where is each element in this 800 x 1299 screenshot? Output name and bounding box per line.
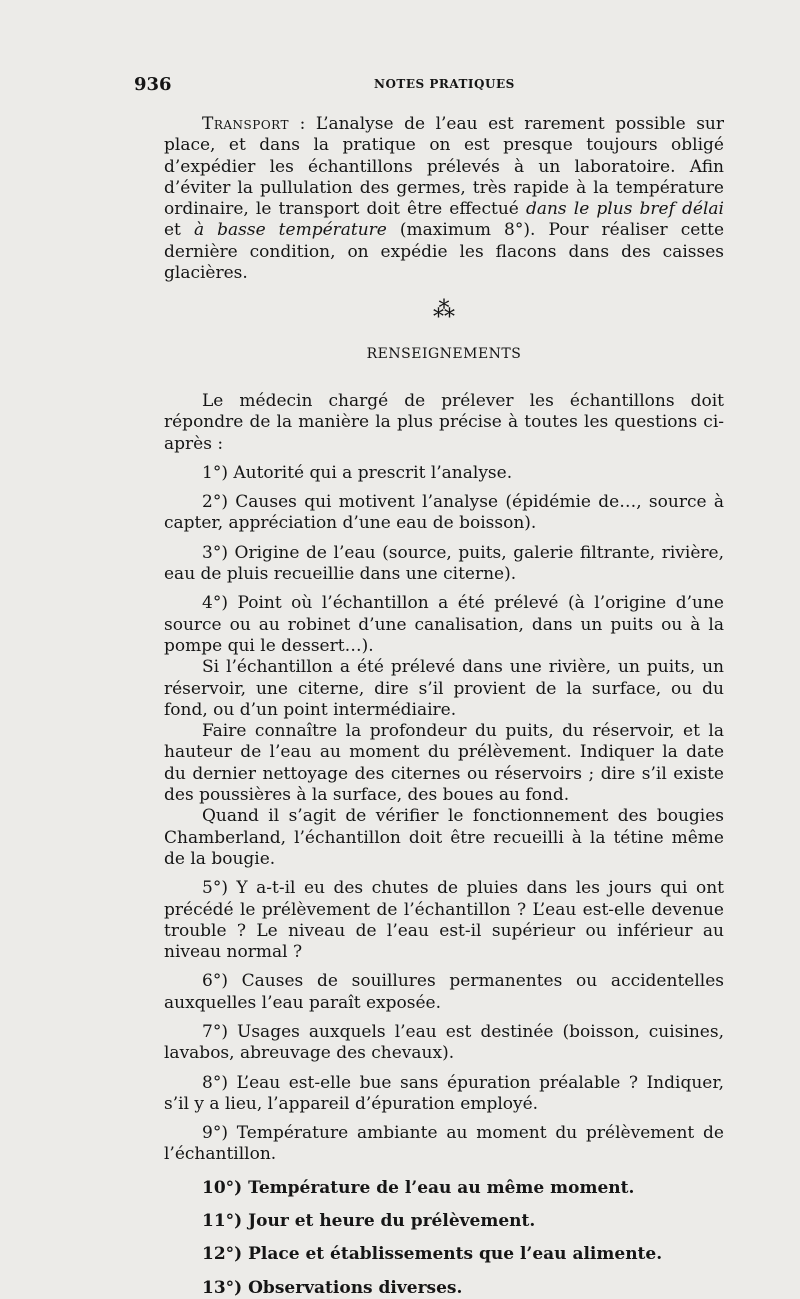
list-item: 3°) Origine de l’eau (source, puits, galerie filtrante, rivière, eau de pluis recueillie dans une citerne). xyxy=(164,542,724,585)
transport-text-b: et xyxy=(164,220,194,241)
list-item: 2°) Causes qui motivent l’analyse (épidémie de…, source à capter, appréciation d’une eau de boisson). xyxy=(164,492,724,534)
page-body xyxy=(164,114,724,1299)
list-item: 11°) Jour et heure du prélèvement. xyxy=(202,1211,536,1232)
transport-italic-2: à basse température xyxy=(193,220,387,241)
page-header xyxy=(134,74,734,98)
list-item: 8°) L’eau est-elle bue sans épuration préalable ? Indiquer, s’il y a lieu, l’appareil d’épuration employé. xyxy=(164,1072,724,1114)
list-item: 6°) Causes de souillures permanentes ou accidentelles auxquelles l’eau paraît exposée. xyxy=(164,971,724,1013)
section-title: RENSEIGNEMENTS xyxy=(366,345,522,362)
list-item: 13°) Observations diverses. xyxy=(202,1277,463,1298)
list-item: 5°) Y a-t-il eu des chutes de pluies dans les jours qui ont précédé le prélèvement de l’échantillon ? L’eau est-elle devenue trouble ? Le niveau de l’eau est-il supérieur ou inférieur au niveau normal ? xyxy=(164,878,724,963)
list-item: 12°) Place et établissements que l’eau alimente. xyxy=(202,1244,663,1265)
transport-paragraph xyxy=(164,114,724,284)
list-item: 10°) Température de l’eau au même moment. xyxy=(202,1177,635,1198)
transport-text-c: (maximum 8°). Pour réaliser cette dernière condition, on expédie les flacons dans des caisses glacières. xyxy=(164,220,725,284)
list-item-continuation: Si l’échantillon a été prélevé dans une rivière, un puits, un réservoir, une citerne, dire s’il provient de la surface, ou du fond, ou d’un point intermédiaire. xyxy=(164,657,724,720)
list-item-continuation: Faire connaître la profondeur du puits, du réservoir, et la hauteur de l’eau au moment du prélèvement. Indiquer la date du dernier nettoyage des citernes ou réservoirs ; dire s’il existe des poussières à la surface, des boues au fond. xyxy=(164,721,724,806)
list-item: 1°) Autorité qui a prescrit l’analyse. xyxy=(202,462,513,483)
list-item: 9°) Température ambiante au moment du prélèvement de l’échantillon. xyxy=(164,1123,724,1165)
asterism-ornament: ⁂ xyxy=(433,298,455,324)
intro-paragraph: Le médecin chargé de prélever les échantillons doit répondre de la manière la plus précise à toutes les questions ci-après : xyxy=(164,390,724,454)
page-number: 936 xyxy=(134,74,172,95)
list-item: 7°) Usages auxquels l’eau est destinée (boisson, cuisines, lavabos, abreuvage des chevaux). xyxy=(164,1021,724,1064)
list-item-continuation: Quand il s’agit de vérifier le fonctionnement des bougies Chamberland, l’échantillon doit être recueilli à la tétine même de la bougie. xyxy=(164,806,724,869)
running-title: NOTES PRATIQUES xyxy=(374,77,515,91)
transport-italic-1: dans le plus bref délai xyxy=(525,199,724,220)
list-item: 4°) Point où l’échantillon a été prélevé (à l’origine d’une source ou au robinet d’une canalisation, dans un puits ou à la pompe qui le dessert…). xyxy=(164,593,724,656)
transport-text-a: : L’analyse de l’eau est rarement possible sur place, et dans la pratique on est presque toujours obligé d’expédier les échantillons prélevés à un laboratoire. Afin d’éviter la pullulation des germes, très rapide à la température ordinaire, le transport doit être effectué xyxy=(164,114,724,220)
transport-label: Transport xyxy=(202,114,290,134)
